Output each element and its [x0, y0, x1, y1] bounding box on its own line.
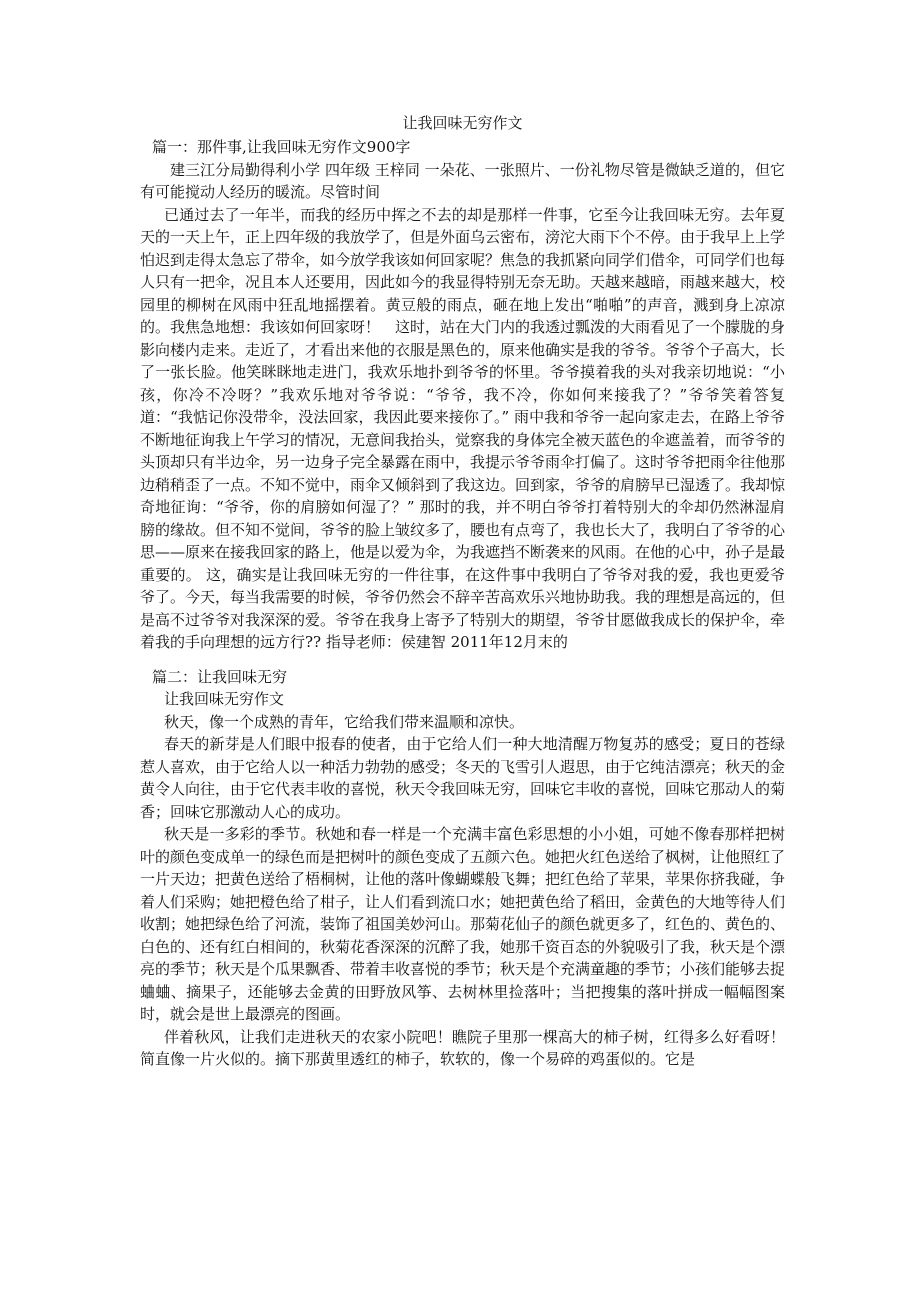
document-title: 让我回味无穷作文 — [402, 114, 523, 132]
paragraph: 秋天，像一个成熟的青年，它给我们带来温顺和凉快。 — [164, 712, 525, 731]
paragraph: 伴着秋风，让我们走进秋天的农家小院吧！瞧院子里那一棵高大的柿子树，红得多么好看呀！简直像一片火似的。摘下那黄里透红的柿子，软软的，像一个易碎的鸡蛋似的。它是 — [140, 1027, 785, 1068]
paragraph: 已通过去了一年半，而我的经历中挥之不去的却是那样一件事，它至今让我回味无穷。去年夏天的一天上午，正上四年级的我放学了，但是外面乌云密布，滂沱大雨下个不停。由于我早上上学怕迟到走得太急忘了带伞，如今放学我该如何回家呢？焦急的我抓紧向同学们借伞，可同学们也每人只有一把伞，况且本人还要用，因此如今的我显得特别无奈无助。天越来越暗，雨越来越大，校园里的柳树在风雨中狂乱地摇摆着。黄豆般的雨点，砸在地上发出“啪啪”的声音，溅到身上凉凉的。我焦急地想：我该如何回家呀！ 这时，站在大门内的我透过瓢泼的大雨看见了一个朦胧的身影向楼内走来。走近了，才看出来他的衣服是黑色的，原来他确实是我的爷爷。爷爷个子高大，长了一张长脸。他笑眯眯地走进门，我欢乐地扑到爷爷的怀里。爷爷摸着我的头对我亲切地说：“小孩，你冷不冷呀？”我欢乐地对爷爷说：“爷爷，我不冷，你如何来接我了？”爷爷笑着答复道：“我惦记你没带伞，没法回家，我因此要来接你了。” 雨中我和爷爷一起向家走去，在路上爷爷不断地征询我上午学习的情况，无意间我抬头，觉察我的身体完全被天蓝色的伞遮盖着，而爷爷的头顶却只有半边伞，另一边身子完全暴露在雨中，我提示爷爷雨伞打偏了。这时爷爷把雨伞往他那边稍稍歪了一点。不知不觉中，雨伞又倾斜到了我这边。回到家，爷爷的肩膀早已湿透了。我却惊奇地征询：“爷爷，你的肩膀如何湿了？” 那时的我，并不明白爷爷打着特别大的伞却仍然淋湿肩膀的缘故。但不知不觉间，爷爷的脸上皱纹多了，腰也有点弯了，我也长大了，我明白了爷爷的心思——原来在接我回家的路上，他是以爱为伞，为我遮挡不断袭来的风雨。在他的心中，孙子是最重要的。 这，确实是让我回味无穷的一件往事，在这件事中我明白了爷爷对我的爱，我也更爱爷爷了。今天，每当我需要的时候，爷爷仍然会不辞辛苦高欢乐兴地协助我。我的理想是高远的，但是高不过爷爷对我深深的爱。爷爷在我身上寄予了特别大的期望，爷爷甘愿做我成长的保护伞，牵着我的手向理想的远方行?? 指导老师：侯建智 2011年12月末的 — [140, 205, 786, 651]
paragraph: 春天的新芽是人们眼中报春的使者，由于它给人们一种大地清醒万物复苏的感受；夏日的苍绿惹人喜欢，由于它给人以一种活力勃勃的感受；冬天的飞雪引人遐思，由于它纯洁漂亮；秋天的金黄令人向往，由于它代表丰收的喜悦，秋天令我回味无穷，回味它丰收的喜悦，回味它那动人的菊香；回味它那激动人心的成功。 — [140, 735, 786, 821]
subtitle: 让我回味无穷作文 — [164, 690, 285, 708]
document-body — [140, 136, 785, 1071]
section-1-heading: 篇一：那件事,让我回味无穷作文900字 — [152, 138, 411, 156]
paragraph: 秋天是一多彩的季节。秋她和春一样是一个充满丰富色彩思想的小小姐，可她不像春那样把树叶的颜色变成单一的绿色而是把树叶的颜色变成了五颜六色。她把火红色送给了枫树，让他照红了一片天边；把黄色送给了梧桐树，让他的落叶像蝴蝶般飞舞；把红色给了苹果，苹果你挤我碰，争着人们采购；她把橙色给了柑子，让人们看到流口水；她把黄色给了稻田，金黄色的大地等待人们收割；她把绿色给了河流，装饰了祖国美妙河山。那菊花仙子的颜色就更多了，红色的、黄色的、白色的、还有红白相间的，秋菊花香深深的沉醉了我，她那千资百态的外貌吸引了我，秋天是个漂亮的季节；秋天是个瓜果飘香、带着丰收喜悦的季节；秋天是个充满童趣的季节；小孩们能够去捉蛐蛐、摘果子，还能够去金黄的田野放风筝、去树林里捡落叶；当把搜集的落叶拼成一幅幅图案时，就会是世上最漂亮的图画。 — [140, 825, 786, 1023]
section-2-heading: 篇二：让我回味无穷 — [152, 667, 288, 686]
paragraph: 建三江分局勤得利小学 四年级 王梓同 一朵花、一张照片、一份礼物尽管是微缺乏道的，但它有可能搅动人经历的暖流。尽管时间 — [140, 160, 785, 201]
